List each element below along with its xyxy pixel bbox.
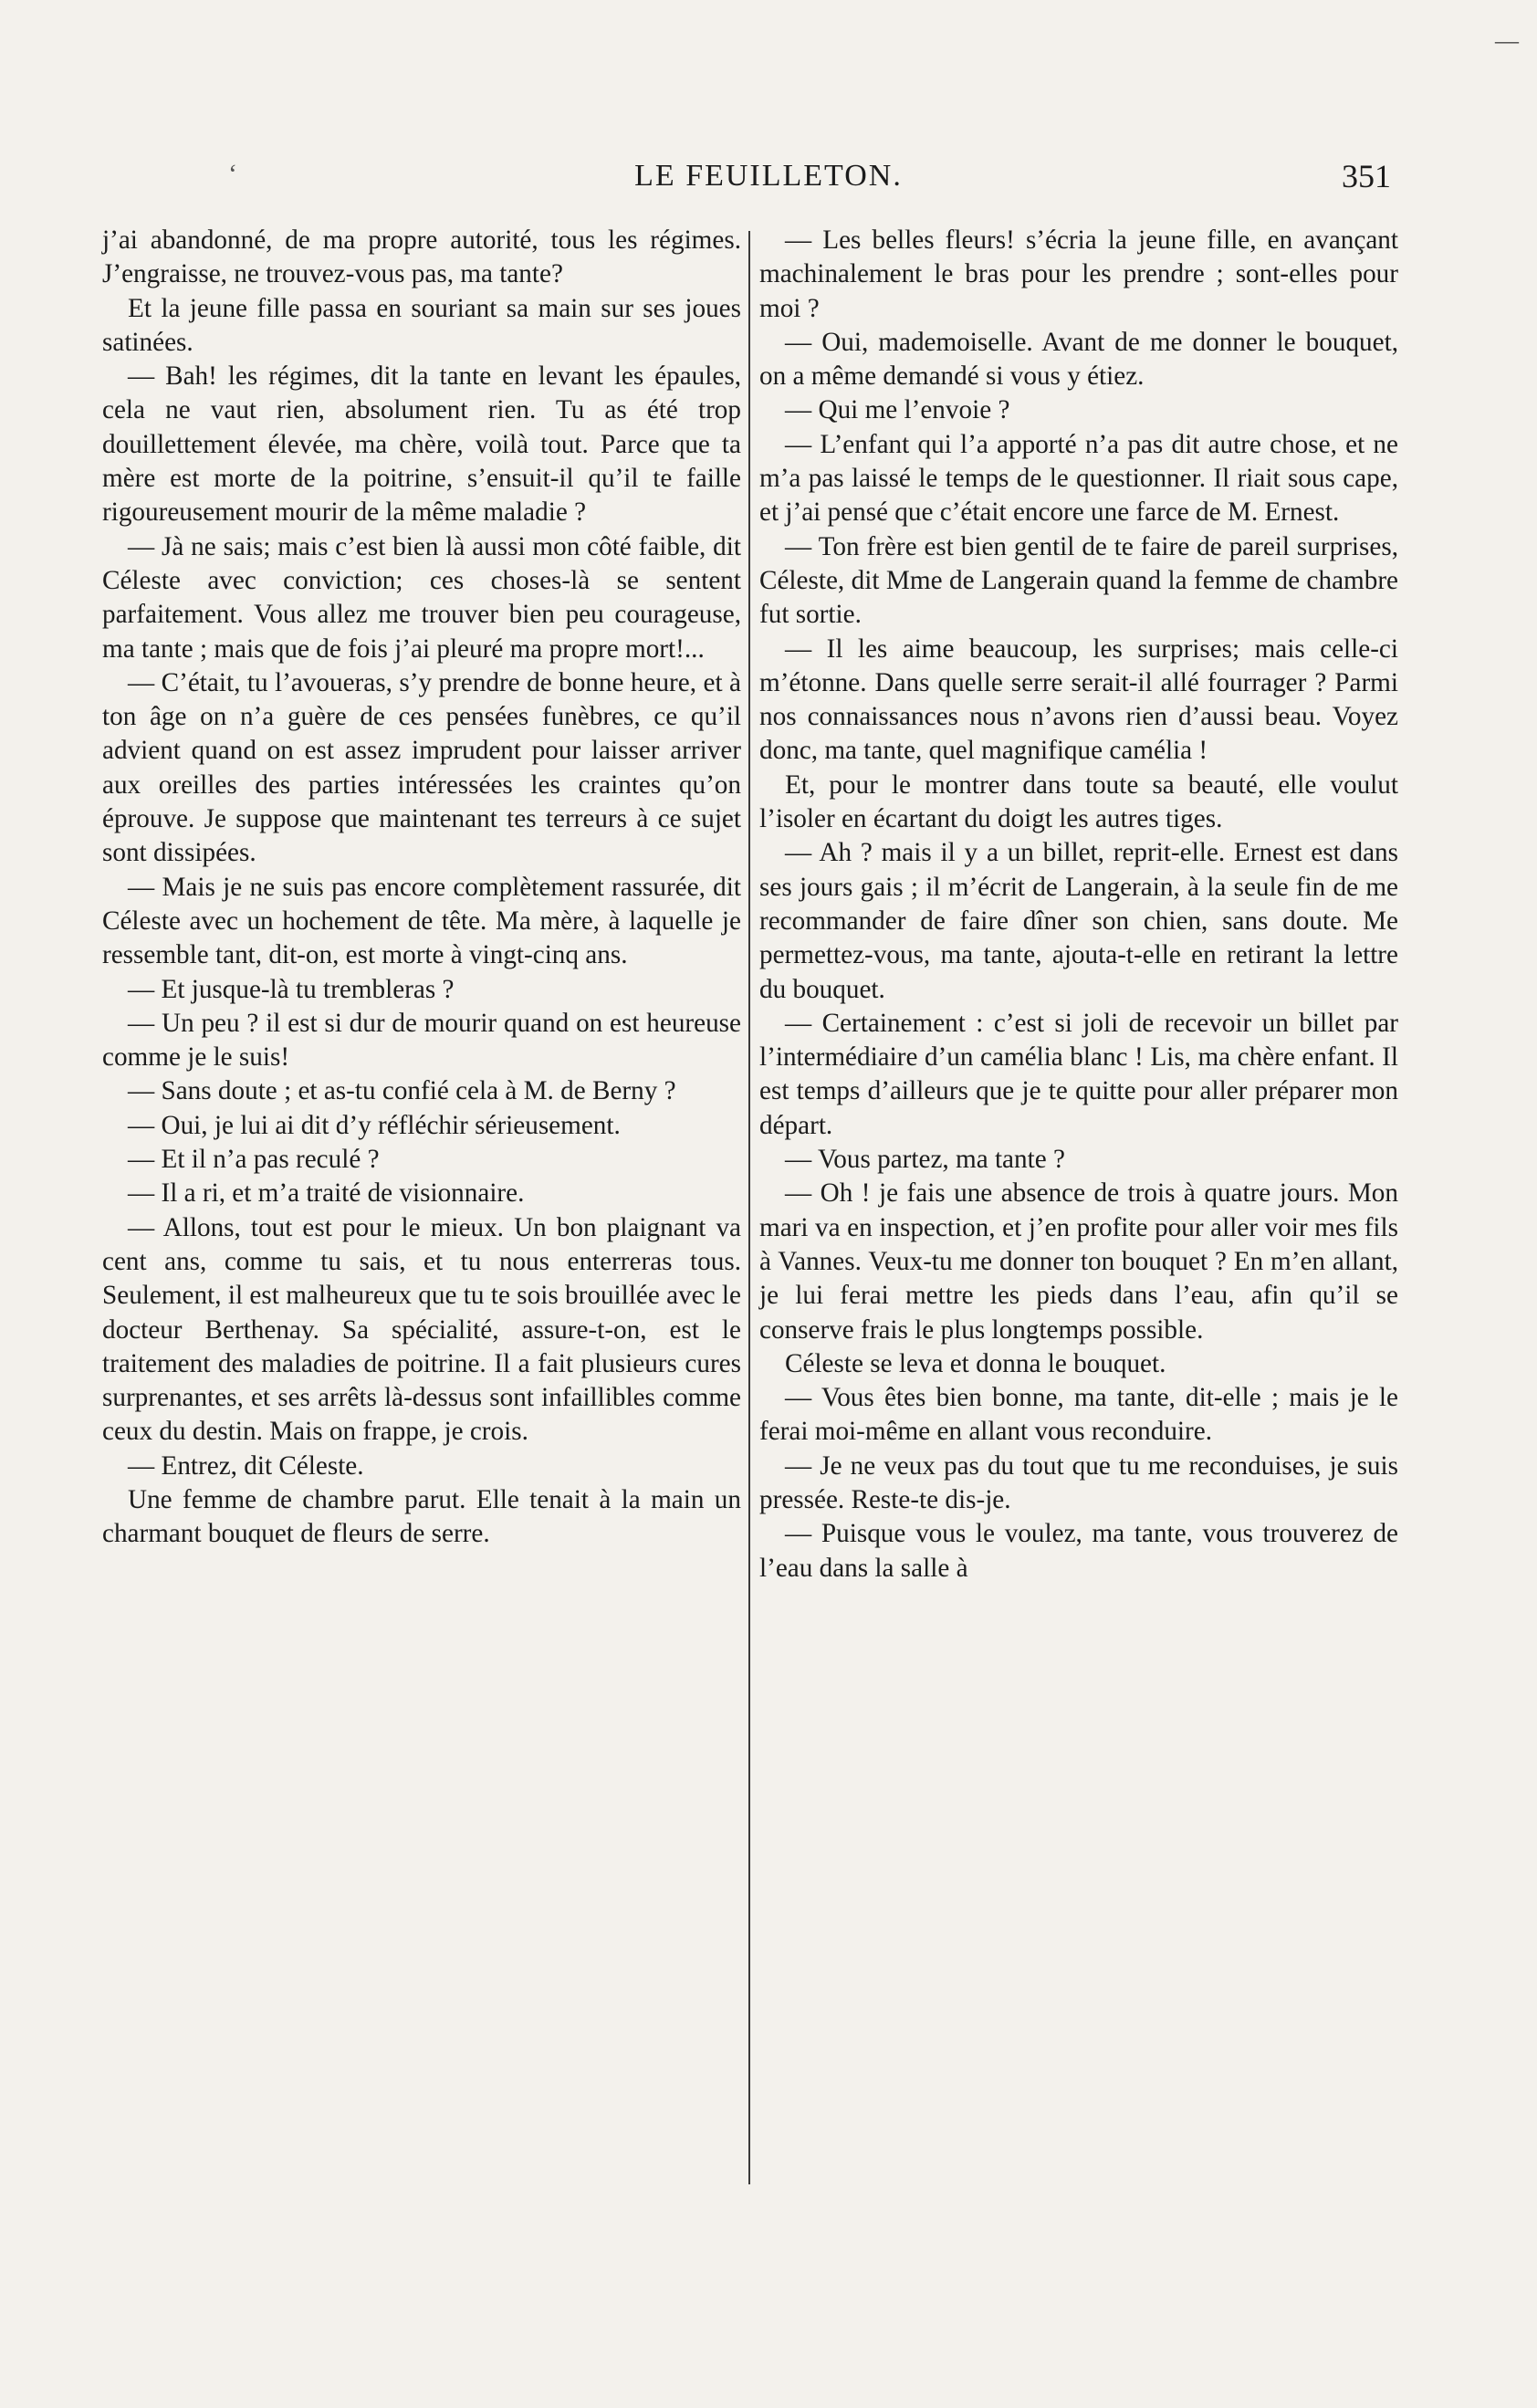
paragraph: — Entrez, dit Céleste. [128, 1450, 364, 1481]
paragraph: — Il a ri, et m’a traité de visionnaire. [128, 1178, 525, 1209]
paragraph: — Allons, tout est pour le mieux. Un bon plaignant va cent ans, comme tu sais, et tu nous enterreras tous. Seulement, il est malheureux que tu te sois brouillée avec le docteur Berthenay. Sa spécialité, assure-t-on, est le traitement des maladies de poitrine. Il a fait plusieurs cures surprenantes, et ses arrêts là-dessus sont infaillibles comme ceux du destin. Mais on frappe, je crois. [102, 1212, 741, 1447]
corner-mark: — [1495, 27, 1519, 54]
paragraph: — Mais je ne suis pas encore complètement rassurée, dit Céleste avec un hochement de tête. Ma mère, à laquelle je ressemble tant, dit-on, est morte à vingt-cinq ans. [102, 872, 741, 970]
paragraph: Céleste se leva et donna le bouquet. [785, 1348, 1166, 1378]
paragraph: — Ton frère est bien gentil de te faire de pareil surprises, Céleste, dit Mme de Langerain quand la femme de chambre fut sortie. [759, 531, 1398, 630]
running-header [91, 155, 1446, 210]
paragraph: — Il les aime beaucoup, les surprises; mais celle-ci m’étonne. Dans quelle serre serait-il allé fourrager ? Parmi nos connaissances nous n’avons rien d’aussi beau. Voyez donc, ma tante, quel magnifique camélia ! [759, 633, 1398, 766]
page-number: 351 [1342, 158, 1391, 194]
paragraph: — Bah! les régimes, dit la tante en levant les épaules, cela ne vaut rien, absolument rien. Tu as été trop douillettement élevée, ma chère, voilà tout. Parce que ta mère est morte de la poitrine, s’ensuit-il qu’il te faille rigoureusement mourir de la même maladie ? [102, 361, 741, 528]
paragraph: Et la jeune fille passa en souriant sa main sur ses joues satinées. [102, 293, 741, 357]
paragraph: Et, pour le montrer dans toute sa beauté, elle voulut l’isoler en écartant du doigt les autres tiges. [759, 770, 1398, 834]
paragraph: j’ai abandonné, de ma propre autorité, tous les régimes. J’engraisse, ne trouvez-vous pas, ma tante? [102, 225, 741, 289]
paragraph: — Vous êtes bien bonne, ma tante, dit-elle ; mais je le ferai moi-même en allant vous reconduire. [759, 1383, 1398, 1447]
header-left-mark: ‘ [228, 159, 237, 189]
text-columns [102, 224, 1398, 2195]
paragraph: Une femme de chambre parut. Elle tenait à la main un charmant bouquet de fleurs de serre. [102, 1484, 741, 1549]
paragraph: — Un peu ? il est si dur de mourir quand on est heureuse comme je le suis! [102, 1008, 741, 1073]
paragraph: — Oh ! je fais une absence de trois à quatre jours. Mon mari va en inspection, et j’en profite pour aller voir mes fils à Vannes. Veux-tu me donner ton bouquet ? En m’en allant, je lui ferai mettre les pieds dans l’eau, afin qu’il se conserve frais le plus longtemps possible. [759, 1178, 1398, 1345]
paragraph: — Oui, mademoiselle. Avant de me donner le bouquet, on a même demandé si vous y étiez. [759, 327, 1398, 392]
paragraph: — Je ne veux pas du tout que tu me reconduises, je suis pressée. Reste-te dis-je. [759, 1450, 1398, 1514]
paragraph: — Sans doute ; et as-tu confié cela à M. de Berny ? [128, 1076, 676, 1106]
paragraph: — C’était, tu l’avoueras, s’y prendre de bonne heure, et à ton âge on n’a guère de ces pensées funèbres, ce qu’il advient quand on est assez imprudent pour laisser arriver aux oreilles des parties intéressées les craintes qu’on éprouve. Je suppose que maintenant tes terreurs à ce sujet sont dissipées. [102, 667, 741, 868]
paragraph: — Vous partez, ma tante ? [785, 1145, 1065, 1175]
paragraph: — Puisque vous le voulez, ma tante, vous trouverez de l’eau dans la salle à [759, 1519, 1398, 1583]
paragraph: — Jà ne sais; mais c’est bien là aussi mon côté faible, dit Céleste avec conviction; ces choses-là se sentent parfaitement. Vous allez me trouver bien peu courageuse, ma tante ; mais que de fois j’ai pleuré ma propre mort!... [102, 531, 741, 664]
paragraph: — L’enfant qui l’a apporté n’a pas dit autre chose, et ne m’a pas laissé le temps de le questionner. Il riait sous cape, et j’ai pensé que c’était encore une farce de M. Ernest. [759, 429, 1398, 528]
paragraph: — Oui, je lui ai dit d’y réfléchir sérieusement. [128, 1110, 621, 1140]
right-column [759, 224, 1398, 1586]
paragraph: — Et il n’a pas reculé ? [128, 1145, 380, 1175]
paragraph: — Et jusque-là tu trembleras ? [128, 974, 455, 1004]
column-divider [748, 231, 750, 2184]
page-title: LE FEUILLETON. [634, 159, 903, 193]
left-column [102, 224, 741, 1552]
paragraph: — Ah ? mais il y a un billet, reprit-elle. Ernest est dans ses jours gais ; il m’écrit de Langerain, à la seule fin de me recommander de faire dîner son chien, sans doute. Me permettez-vous, ma tante, ajouta-t-elle en retirant la lettre du bouquet. [759, 838, 1398, 1004]
paragraph: — Qui me l’envoie ? [785, 395, 1010, 425]
paragraph: — Certainement : c’est si joli de recevoir un billet par l’intermédiaire d’un camélia blanc ! Lis, ma chère enfant. Il est temps d’ailleurs que je te quitte pour aller préparer mon départ. [759, 1008, 1398, 1140]
paragraph: — Les belles fleurs! s’écria la jeune fille, en avançant machinalement le bras pour les prendre ; sont-elles pour moi ? [759, 225, 1398, 323]
